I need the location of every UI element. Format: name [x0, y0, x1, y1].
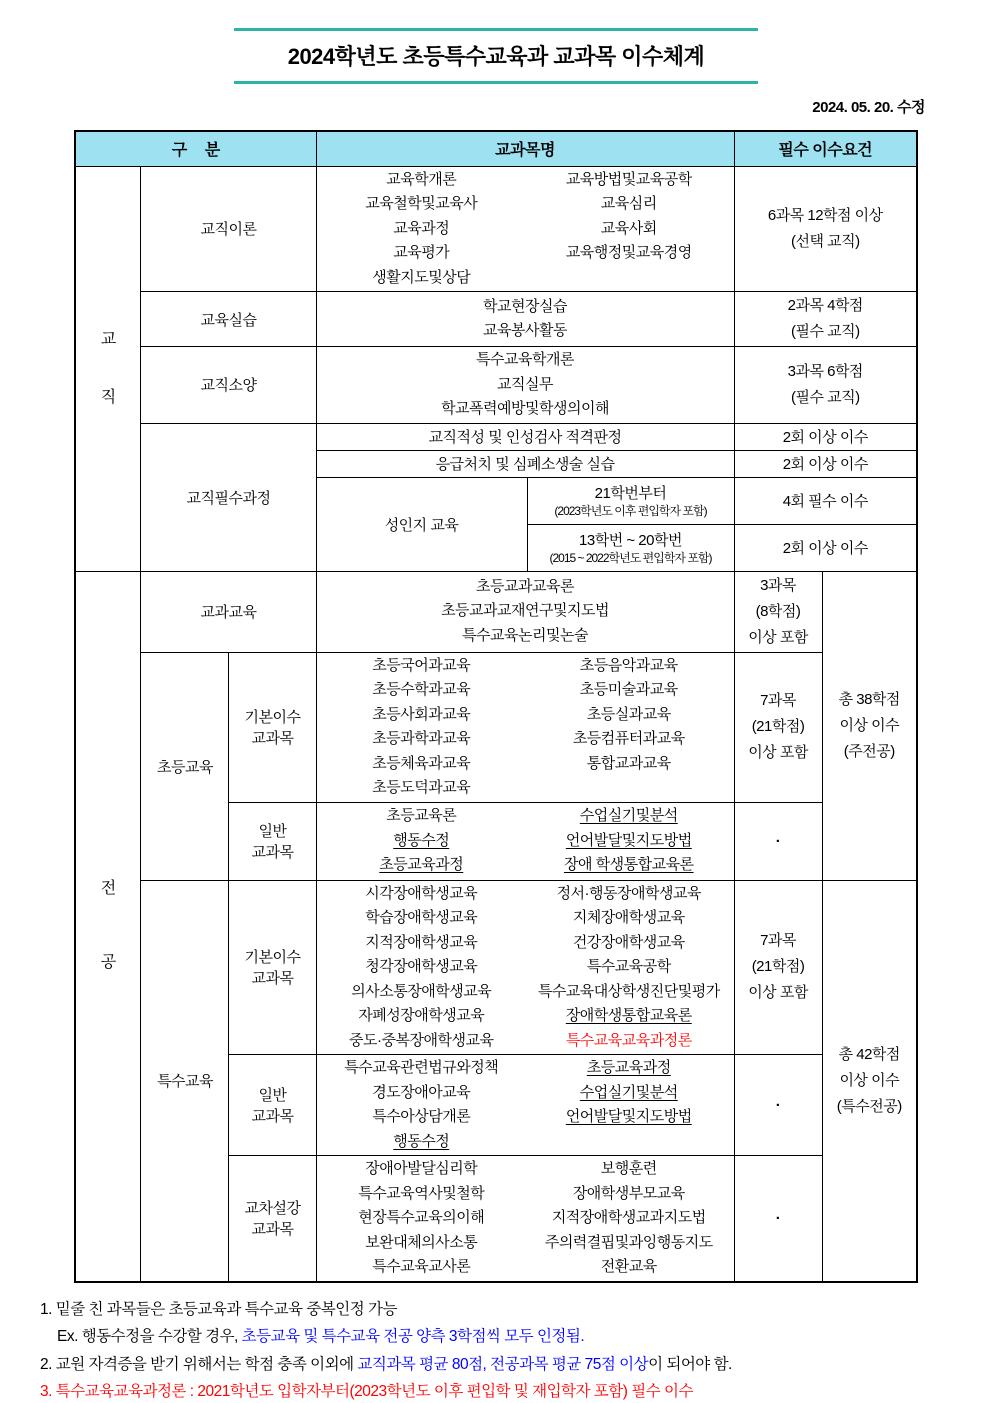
cohort-line: 21학번부터 [594, 485, 667, 502]
course-item: 지적장애학생교육 [365, 933, 478, 951]
label-line: 교과목 [251, 730, 294, 747]
course-item: 언어발달및지도방법 [565, 831, 692, 849]
courses-elem-basic [316, 652, 734, 802]
title-block [234, 28, 758, 84]
course-item: 장애학생부모교육 [572, 1184, 685, 1202]
course-cpr: 응급처치 및 심폐소생술 실습 [316, 450, 734, 477]
footnote-text: 이 되어야 함. [648, 1355, 732, 1373]
label-line: 교과목 [251, 970, 294, 988]
course-item: 초등체육과교육 [372, 754, 471, 772]
footnote-3: 3. 특수교육교육과정론 : 2021학년도 입학자부터(2023학년도 이후 편입학 및 재입학자 포함) 필수 이수 [40, 1383, 693, 1400]
row-label-special-general [229, 1055, 316, 1156]
section-char: 직 [100, 388, 116, 406]
course-item: 장애학생통합교육론 [565, 1007, 692, 1024]
title-rule-bottom [234, 81, 758, 84]
course-item: 초등국어과교육 [372, 656, 471, 674]
course-item: 초등음악과교육 [579, 656, 678, 674]
row-label-subject-edu: 교과교육 [141, 571, 316, 652]
footnote-1: 1. 밑줄 친 과목들은 초등교육과 특수교육 중복인정 가능 [40, 1300, 397, 1318]
req-line: (21학점) [751, 718, 805, 735]
total-line: 이상 이수 [839, 1071, 900, 1089]
course-item: 초등실과교육 [586, 705, 671, 723]
course-item: 정서·행동장애학생교육 [556, 884, 701, 902]
req-line: 7과목 [760, 692, 796, 709]
req-elem-basic [734, 652, 822, 802]
footnote-text: 2. 교원 자격증을 받기 위해서는 학점 충족 이외에 [40, 1355, 358, 1373]
table-header-row [75, 131, 917, 166]
row-label-elem-general [229, 802, 316, 880]
course-item: 교직실무 [497, 375, 553, 393]
req-line: 3과목 [760, 576, 796, 594]
course-item: 교육사회 [600, 219, 657, 237]
course-item: 교육행정및교육경영 [565, 244, 692, 261]
courses-elem-general [316, 802, 734, 880]
course-item: 건강장애학생교육 [572, 933, 685, 951]
label-line: 일반 [258, 823, 287, 840]
footnote-2 [40, 1351, 992, 1379]
course-item: 특수교육관련법규와정책 [344, 1059, 499, 1076]
header-category: 구 분 [75, 131, 316, 166]
req-line: (선택 교직) [790, 232, 860, 250]
total-elementary-major [822, 571, 917, 880]
req-line: 7과목 [760, 932, 796, 950]
courses-theory [316, 166, 734, 292]
course-item: 주의력결핍및과잉행동지도 [544, 1233, 713, 1251]
course-item-required-red: 특수교육교육과정론 [565, 1031, 692, 1049]
row-label-elem-basic [229, 652, 316, 802]
footnotes [40, 1296, 992, 1403]
course-item: 지적장애학생교과지도법 [551, 1209, 706, 1226]
label-line: 교차설강 [244, 1200, 301, 1218]
section-char: 공 [100, 954, 116, 971]
course-item: 초등사회과교육 [372, 705, 471, 723]
row-aptitude [75, 423, 917, 450]
label-line: 일반 [258, 1087, 287, 1104]
req-line: 이상 포함 [748, 744, 808, 761]
course-item: 통합교과교육 [586, 754, 671, 772]
req-line: (필수 교직) [790, 323, 860, 340]
req-soyang [734, 347, 917, 424]
course-item: 초등교육론 [386, 807, 457, 825]
course-item: 초등미술과교육 [579, 681, 678, 698]
req-line: (필수 교직) [790, 388, 860, 406]
req-special-general: · [734, 1055, 822, 1156]
course-item: 보행훈련 [600, 1160, 657, 1177]
req-gender-1: 4회 필수 이수 [734, 477, 917, 524]
course-item: 행동수정 [393, 1132, 450, 1150]
gender-group-1 [527, 477, 734, 524]
course-item: 초등교육과정 [379, 856, 464, 874]
revision-date: 2024. 05. 20. 수정 [812, 99, 925, 116]
course-item: 학교폭력예방및학생의이해 [441, 400, 609, 417]
req-elem-general: · [734, 802, 822, 880]
course-item: 생활지도및상담 [372, 268, 471, 286]
courses-special-general [316, 1055, 734, 1156]
req-theory [734, 166, 917, 292]
course-item: 특수교육공학 [586, 958, 671, 975]
label-line: 교과목 [251, 1221, 294, 1239]
course-item: 초등수학과교육 [372, 681, 471, 698]
page-title: 2024학년도 초등특수교육과 교과목 이수체계 [287, 44, 705, 69]
row-practicum [75, 292, 917, 347]
header-course-name: 교과목명 [316, 131, 734, 166]
total-line: (주전공) [843, 742, 895, 760]
course-item: 학습장애학생교육 [365, 909, 478, 926]
label-line: 기본이수 [244, 709, 301, 726]
req-line: (21학점) [751, 958, 805, 976]
course-item: 장애 학생통합교육론 [563, 856, 694, 874]
label-line: 교과목 [251, 844, 294, 861]
row-subject-edu [75, 571, 917, 652]
course-aptitude: 교직적성 및 인성검사 적격판정 [316, 423, 734, 450]
course-item: 수업실기및분석 [579, 1083, 678, 1101]
course-item: 청각장애학생교육 [365, 958, 478, 975]
cohort-note: (2023학년도 이후 편입학자 포함) [554, 504, 707, 518]
course-item: 초등과학과교육 [372, 730, 471, 747]
footnote-1-example [40, 1323, 992, 1351]
course-item: 특수교육대상학생진단및평가 [537, 982, 720, 1000]
req-line: 이상 포함 [748, 628, 808, 646]
course-item: 특수교육교사론 [372, 1258, 471, 1275]
total-special-major [822, 880, 917, 1282]
row-label-practicum: 교육실습 [141, 292, 316, 347]
total-line: 총 42학점 [838, 1045, 900, 1063]
req-line: 6과목 12학점 이상 [767, 206, 883, 224]
row-label-cross-listed [229, 1156, 316, 1282]
req-practicum [734, 292, 917, 347]
row-label-special-basic [229, 880, 316, 1055]
course-item: 지체장애학생교육 [572, 909, 685, 926]
req-line: 이상 포함 [748, 984, 808, 1002]
curriculum-table [74, 130, 918, 1283]
course-item: 초등도덕과교육 [372, 779, 471, 796]
course-item: 학교현장실습 [483, 297, 567, 315]
group-label-elementary: 초등교육 [141, 652, 229, 880]
course-item: 교육철학및교육사 [365, 195, 478, 212]
course-item: 자폐성장애학생교육 [358, 1007, 485, 1024]
group-label-special: 특수교육 [141, 880, 229, 1282]
row-label-theory: 교직이론 [141, 166, 316, 292]
footnote-text: Ex. 행동수정을 수강할 경우, [57, 1328, 242, 1345]
footnote-text-blue: 교직과목 평균 80점, 전공과목 평균 75점 이상 [357, 1355, 649, 1373]
row-label-required-course: 교직필수과정 [141, 423, 316, 571]
course-item: 교육방법및교육공학 [565, 170, 692, 188]
row-special-basic [75, 880, 917, 1055]
req-line: 3과목 6학점 [787, 362, 863, 380]
course-item: 전환교육 [600, 1258, 657, 1275]
course-item: 교육평가 [393, 244, 450, 261]
course-item: 교육과정 [393, 219, 450, 237]
course-item: 교육봉사활동 [483, 322, 567, 339]
header-requirement: 필수 이수요건 [734, 131, 917, 166]
req-cross-listed: · [734, 1156, 822, 1282]
row-soyang [75, 347, 917, 424]
course-item: 의사소통장애학생교육 [351, 982, 492, 1000]
course-item: 장애아발달심리학 [365, 1160, 478, 1177]
course-item: 언어발달및지도방법 [565, 1108, 692, 1125]
course-item: 현장특수교육의이해 [358, 1209, 485, 1226]
gender-group-2 [527, 524, 734, 571]
req-special-basic [734, 880, 822, 1055]
course-item: 특수아상담개론 [372, 1108, 471, 1125]
req-line: (8학점) [755, 602, 801, 620]
course-item: 교육심리 [600, 195, 657, 212]
req-line: 2과목 4학점 [787, 297, 863, 314]
footnote-text-blue: 초등교육 및 특수교육 전공 양측 3학점씩 모두 인정됨. [241, 1328, 585, 1345]
course-item: 특수교육논리및논술 [462, 626, 588, 644]
course-item: 행동수정 [393, 831, 450, 849]
total-line: 총 38학점 [838, 690, 900, 708]
section-char: 전 [100, 880, 116, 897]
course-item: 교육학개론 [386, 170, 457, 188]
cohort-note: (2015 ~ 2022학년도 편입학자 포함) [549, 551, 712, 565]
req-cpr: 2회 이상 이수 [734, 450, 917, 477]
row-theory [75, 166, 917, 292]
course-item: 경도장애아교육 [372, 1083, 471, 1101]
section-label-major [75, 571, 141, 1282]
course-item: 중도·중복장애학생교육 [349, 1031, 494, 1049]
course-item: 수업실기및분석 [579, 807, 678, 825]
courses-subject-edu [316, 571, 734, 652]
course-item: 초등교과교육론 [476, 577, 574, 595]
req-gender-2: 2회 이상 이수 [734, 524, 917, 571]
course-item: 특수교육학개론 [476, 351, 574, 368]
courses-practicum [316, 292, 734, 347]
courses-soyang [316, 347, 734, 424]
cohort-line: 13학번 ~ 20학번 [579, 532, 682, 549]
course-item: 특수교육역사및철학 [358, 1184, 485, 1202]
courses-special-basic [316, 880, 734, 1055]
section-label-gyojik [75, 166, 141, 571]
course-gender-edu: 성인지 교육 [316, 477, 527, 571]
req-aptitude: 2회 이상 이수 [734, 423, 917, 450]
total-line: 이상 이수 [839, 716, 900, 734]
courses-cross-listed [316, 1156, 734, 1282]
section-char: 교 [100, 330, 116, 348]
row-label-soyang: 교직소양 [141, 347, 316, 424]
course-item: 초등교육과정 [586, 1059, 671, 1076]
course-item: 보완대체의사소통 [365, 1233, 478, 1251]
course-item: 초등컴퓨터과교육 [572, 730, 685, 747]
label-line: 교과목 [251, 1108, 294, 1125]
total-line: (특수전공) [836, 1097, 902, 1115]
label-line: 기본이수 [244, 949, 301, 967]
course-item: 초등교과교재연구및지도법 [441, 602, 609, 620]
req-subject-edu [734, 571, 822, 652]
course-item: 시각장애학생교육 [365, 884, 478, 902]
row-elem-basic [75, 652, 917, 802]
